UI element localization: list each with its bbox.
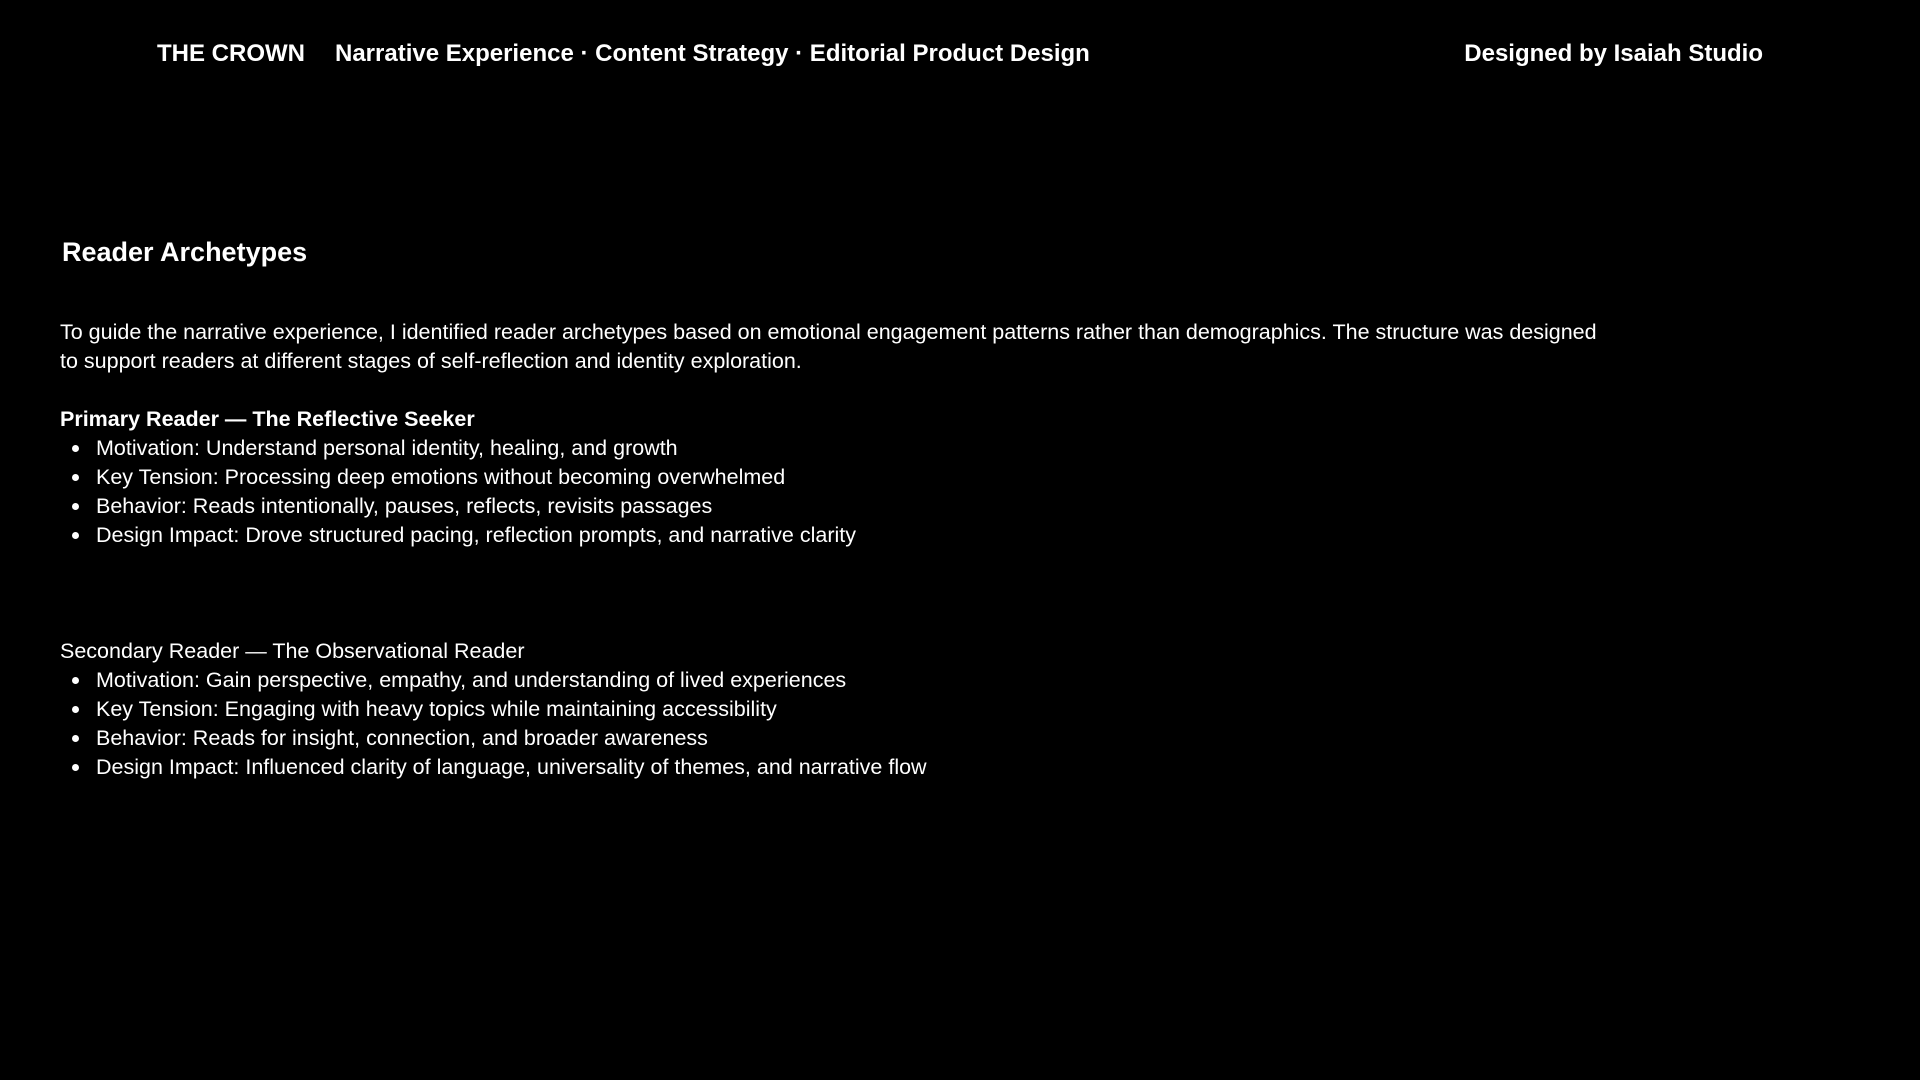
bullet-icon [72,474,79,481]
list-item [96,521,1260,550]
list-item-text: Key Tension: Processing deep emotions without becoming overwhelmed [96,465,786,489]
primary-reader-section [60,405,1260,550]
secondary-reader-title: Secondary Reader — The Observational Reader [60,639,525,663]
list-item-text: Motivation: Gain perspective, empathy, and understanding of lived experiences [96,668,847,692]
bullet-icon [72,706,79,713]
section-heading: Reader Archetypes [62,237,308,267]
list-item [96,753,1260,782]
list-item-text: Design Impact: Influenced clarity of language, universality of themes, and narrative flow [96,755,927,779]
list-item-text: Design Impact: Drove structured pacing, reflection prompts, and narrative clarity [96,523,856,547]
list-item-text: Behavior: Reads intentionally, pauses, reflects, revisits passages [96,494,713,518]
list-item [96,463,1260,492]
brand-title: THE CROWN [157,40,305,67]
list-item-text: Key Tension: Engaging with heavy topics while maintaining accessibility [96,697,777,721]
secondary-reader-section [60,637,1260,782]
primary-reader-list [60,434,1260,550]
bullet-icon [72,532,79,539]
bullet-icon [72,503,79,510]
bullet-icon [72,735,79,742]
designer-credit: Designed by Isaiah Studio [1464,40,1763,67]
list-item-text: Behavior: Reads for insight, connection, and broader awareness [96,726,708,750]
list-item [96,666,1260,695]
primary-reader-title: Primary Reader — The Reflective Seeker [60,407,475,431]
bullet-icon [72,445,79,452]
bullet-icon [72,677,79,684]
intro-paragraph: To guide the narrative experience, I identified reader archetypes based on emotional engagement patterns rather than demographics. The structure was designed to support readers at different stages of self-reflection and identity exploration. [60,320,1597,373]
list-item-text: Motivation: Understand personal identity, healing, and growth [96,436,678,460]
list-item [96,724,1260,753]
bullet-icon [72,764,79,771]
list-item [96,695,1260,724]
list-item [96,492,1260,521]
secondary-reader-list [60,666,1260,782]
list-item [96,434,1260,463]
header-tagline: Narrative Experience · Content Strategy · Editorial Product Design [335,40,1090,67]
